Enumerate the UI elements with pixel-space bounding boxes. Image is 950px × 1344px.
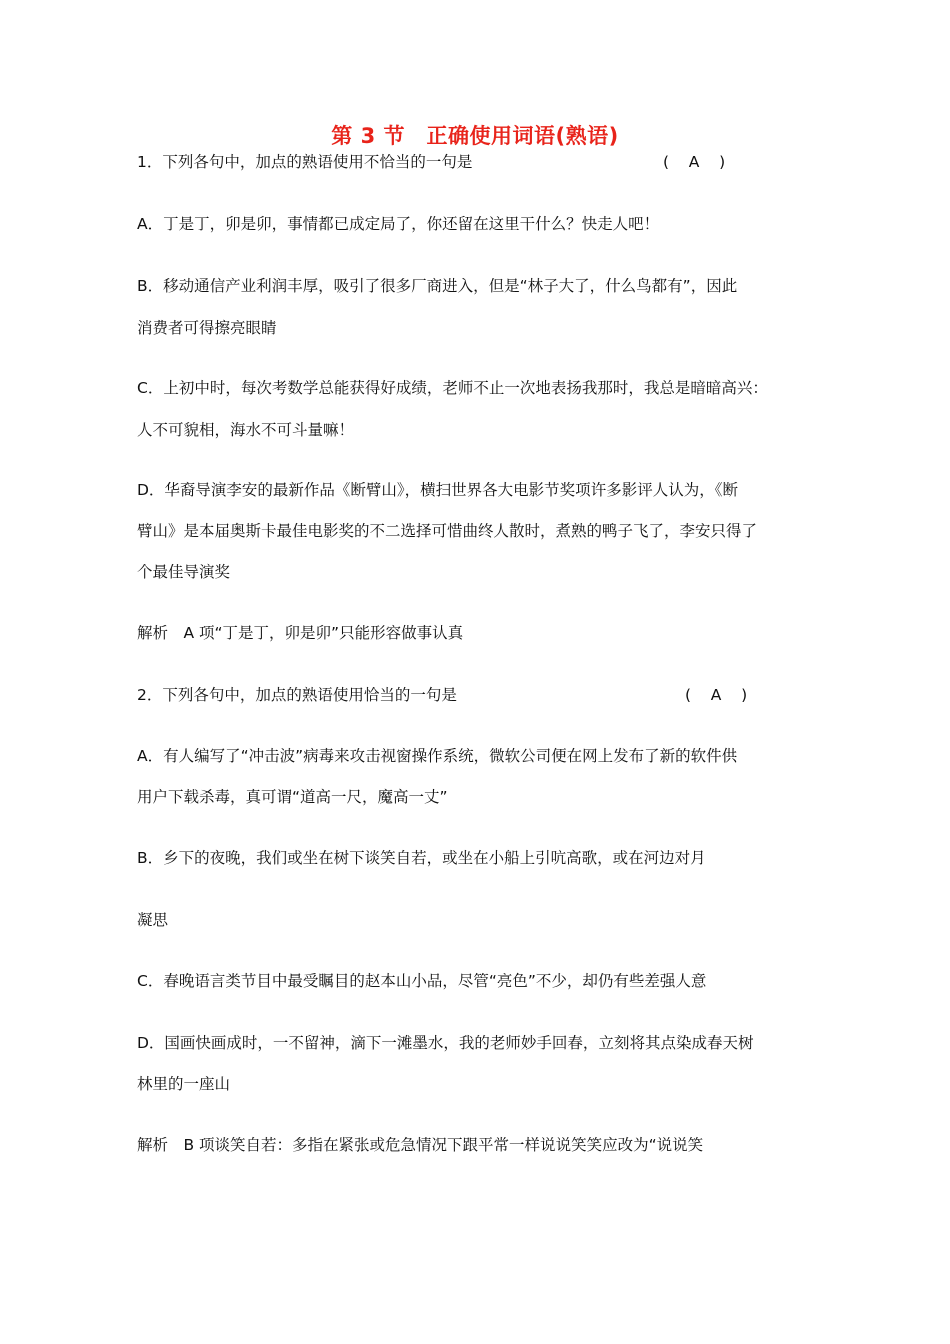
question-2-option-a-line-1: A．有人编写了“冲击波”病毒来攻击视窗操作系统，微软公司便在网上发布了新的软件供 <box>137 747 738 765</box>
question-1-stem: 1．下列各句中，加点的熟语使用不恰当的一句是 <box>137 153 473 171</box>
question-2-analysis: 解析 B 项谈笑自若：多指在紧张或危急情况下跟平常一样说说笑笑应改为“说说笑 <box>137 1136 704 1154</box>
question-2-option-b-line-1: B．乡下的夜晚，我们或坐在树下谈笑自若，或坐在小船上引吭高歌，或在河边对月 <box>137 849 706 867</box>
question-1-option-c-line-1: C．上初中时，每次考数学总能获得好成绩，老师不止一次地表扬我那时，我总是暗暗高兴： <box>137 379 768 397</box>
question-1-analysis: 解析 A 项“丁是丁，卯是卯”只能形容做事认真 <box>137 624 464 642</box>
question-1-answer: ( A ) <box>663 153 726 171</box>
question-2-option-d-line-1: D．国画快画成时，一不留神，滴下一滩墨水，我的老师妙手回春，立刻将其点染成春天树 <box>137 1034 754 1052</box>
question-1-option-b-line-2: 消费者可得擦亮眼睛 <box>137 319 277 337</box>
question-2-option-b-line-2: 凝思 <box>137 911 169 929</box>
question-2-option-d-line-2: 林里的一座山 <box>137 1075 231 1093</box>
question-1-option-b-line-1: B．移动通信产业利润丰厚，吸引了很多厂商进入，但是“林子大了，什么鸟都有”，因此 <box>137 277 738 295</box>
question-2-option-a-line-2: 用户下载杀毒，真可谓“道高一尺，魔高一丈” <box>137 788 448 806</box>
question-1-option-d-line-3: 个最佳导演奖 <box>137 563 231 581</box>
question-1-option-d-line-2: 臂山》是本届奥斯卡最佳电影奖的不二选择可惜曲终人散时，煮熟的鸭子飞了，李安只得了 <box>137 522 758 540</box>
question-1-option-d-line-1: D．华裔导演李安的最新作品《断臂山》，横扫世界各大电影节奖项许多影评人认为，《断 <box>137 481 738 499</box>
section-title: 第 3 节 正确使用词语(熟语) <box>331 124 619 148</box>
question-2-answer: ( A ) <box>685 686 748 704</box>
question-2-stem: 2．下列各句中，加点的熟语使用恰当的一句是 <box>137 686 457 704</box>
question-1-option-a: A．丁是丁，卯是卯，事情都已成定局了，你还留在这里干什么？快走人吧！ <box>137 215 660 233</box>
question-2-option-c: C．春晚语言类节目中最受瞩目的赵本山小品，尽管“亮色”不少，却仍有些差强人意 <box>137 972 707 990</box>
question-1-option-c-line-2: 人不可貌相，海水不可斗量嘛！ <box>137 421 355 439</box>
